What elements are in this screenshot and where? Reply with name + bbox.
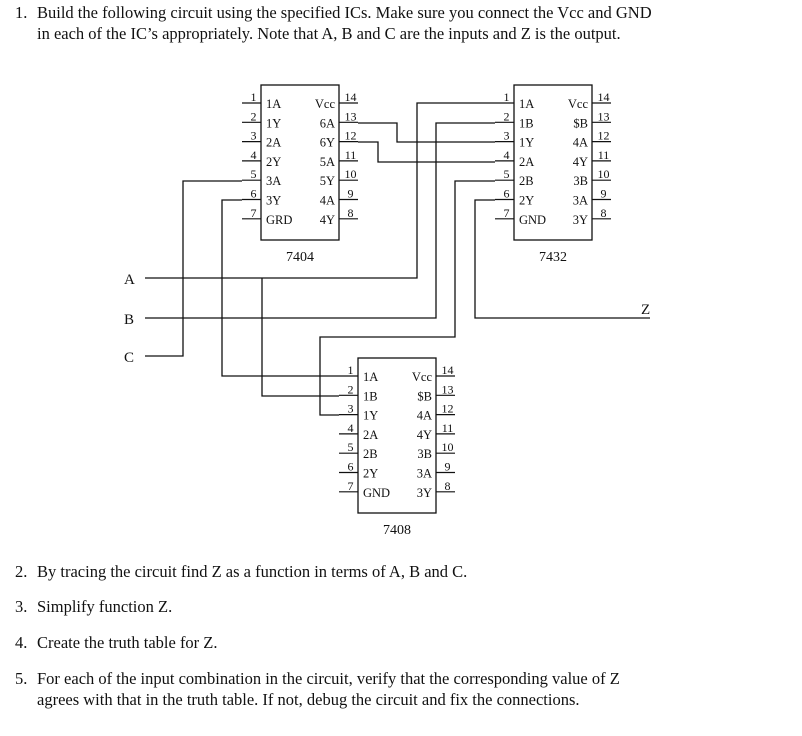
pin-label: 5A (319, 154, 335, 169)
pin-label: GND (363, 485, 391, 500)
pin-number: 4 (503, 147, 510, 162)
question-text: agrees with that in the truth table. If not, debug the circuit and fix the connections. (37, 690, 580, 709)
question-number: 2. (15, 562, 28, 581)
ic-7408 (339, 358, 455, 538)
pin-label: 2Y (266, 154, 282, 169)
pin-number: 14 (344, 90, 357, 104)
question-number: 3. (15, 597, 28, 616)
pin-label: 2B (363, 447, 378, 462)
pin-label: 1Y (519, 135, 535, 150)
question-text: Simplify function Z. (37, 597, 173, 616)
pin-number: 9 (444, 459, 451, 474)
question-number: 5. (15, 669, 28, 688)
pin-label: GRD (266, 212, 293, 227)
pin-number: 7 (347, 478, 354, 493)
question-text: in each of the IC’s appropriately. Note that A, B and C are the inputs and Z is the output. (37, 24, 621, 43)
pin-number: 8 (600, 205, 607, 220)
pin-number: 8 (347, 205, 354, 220)
pin-label: Vcc (314, 97, 335, 111)
pin-label: 4A (319, 193, 335, 208)
pin-number: 3 (503, 128, 510, 143)
pin-label: 1B (363, 389, 378, 404)
pin-number: 9 (600, 186, 607, 201)
pin-label: 2Y (519, 193, 535, 208)
pin-label: 1Y (266, 116, 282, 131)
pin-label: 3Y (572, 212, 588, 227)
pin-number: 12 (441, 401, 454, 416)
pin-label: Vcc (567, 97, 588, 111)
pin-number: 13 (441, 382, 454, 397)
ic-7432 (495, 85, 611, 265)
pin-number: 3 (250, 128, 257, 143)
pin-label: 3A (572, 193, 588, 208)
pin-number: 11 (597, 147, 610, 162)
pin-number: 11 (441, 420, 454, 435)
pin-label: 1A (363, 370, 379, 384)
pin-number: 5 (250, 167, 257, 182)
pin-label: 1A (266, 97, 282, 111)
pin-number: 6 (250, 186, 257, 201)
pin-number: 10 (344, 167, 357, 182)
pin-label: 1A (519, 97, 535, 111)
pin-number: 5 (503, 167, 510, 182)
pin-number: 4 (347, 420, 354, 435)
pin-number: 12 (597, 128, 610, 143)
wire-7404-6a (358, 123, 495, 142)
pin-label: 3Y (416, 485, 432, 500)
pin-number: 14 (441, 363, 454, 377)
pin-label: GND (519, 212, 547, 227)
pin-number: 13 (597, 109, 610, 124)
pin-number: 9 (347, 186, 354, 201)
pin-label: 6Y (319, 135, 335, 150)
input-label-c: C (124, 350, 135, 366)
pin-number: 8 (444, 478, 451, 493)
pin-number: 1 (250, 90, 257, 104)
pin-number: 2 (250, 109, 257, 124)
pin-number: 1 (503, 90, 510, 104)
pin-label: 4A (572, 135, 588, 150)
ic-part-number: 7408 (383, 523, 411, 538)
pin-number: 4 (250, 147, 257, 162)
question-text: Build the following circuit using the specified ICs. Make sure you connect the Vcc and GND (37, 3, 652, 22)
pin-number: 3 (347, 401, 354, 416)
pin-label: 5Y (319, 174, 335, 189)
pin-number: 6 (347, 459, 354, 474)
pin-label: 3A (266, 174, 282, 189)
pin-label: 3A (416, 466, 432, 481)
pin-number: 13 (344, 109, 357, 124)
pin-label: 2A (266, 135, 282, 150)
wire-7404-6y (358, 142, 495, 162)
question-text: By tracing the circuit find Z as a function in terms of A, B and C. (37, 562, 468, 581)
pin-number: 7 (250, 205, 257, 220)
ic-part-number: 7432 (539, 250, 567, 265)
pin-label: 4Y (572, 154, 588, 169)
pin-label: 2A (363, 427, 379, 442)
pin-label: 2A (519, 154, 535, 169)
pin-label: 3B (573, 174, 588, 189)
wire-c (145, 181, 242, 356)
pin-number: 6 (503, 186, 510, 201)
pin-number: 11 (344, 147, 357, 162)
ic-7404 (242, 85, 358, 265)
question-text: Create the truth table for Z. (37, 633, 218, 652)
pin-number: 5 (347, 440, 354, 455)
pin-label: 1B (519, 116, 534, 131)
pin-label: $B (417, 389, 432, 404)
pin-number: 7 (503, 205, 510, 220)
pin-label: 3B (417, 447, 432, 462)
question-number: 4. (15, 633, 28, 652)
pin-label: 4Y (319, 212, 335, 227)
pin-label: 3Y (266, 193, 282, 208)
question-text: For each of the input combination in the circuit, verify that the corresponding value of Z (37, 669, 620, 688)
pin-number: 1 (347, 363, 354, 377)
pin-label: 2B (519, 174, 534, 189)
pin-number: 2 (503, 109, 510, 124)
pin-label: 1Y (363, 408, 379, 423)
pin-label: 2Y (363, 466, 379, 481)
pin-label: Vcc (411, 370, 432, 384)
input-label-a: A (124, 272, 135, 288)
ic-part-number: 7404 (286, 250, 314, 265)
chips (242, 85, 611, 538)
pin-number: 12 (344, 128, 357, 143)
question-number: 1. (15, 3, 28, 22)
pin-number: 14 (597, 90, 610, 104)
output-label-z: Z (641, 302, 651, 318)
pin-label: 6A (319, 116, 335, 131)
pin-number: 10 (441, 440, 454, 455)
pin-label: 4Y (416, 427, 432, 442)
pin-label: $B (573, 116, 588, 131)
pin-number: 2 (347, 382, 354, 397)
input-label-b: B (124, 312, 135, 328)
pin-number: 10 (597, 167, 610, 182)
pin-label: 4A (416, 408, 432, 423)
